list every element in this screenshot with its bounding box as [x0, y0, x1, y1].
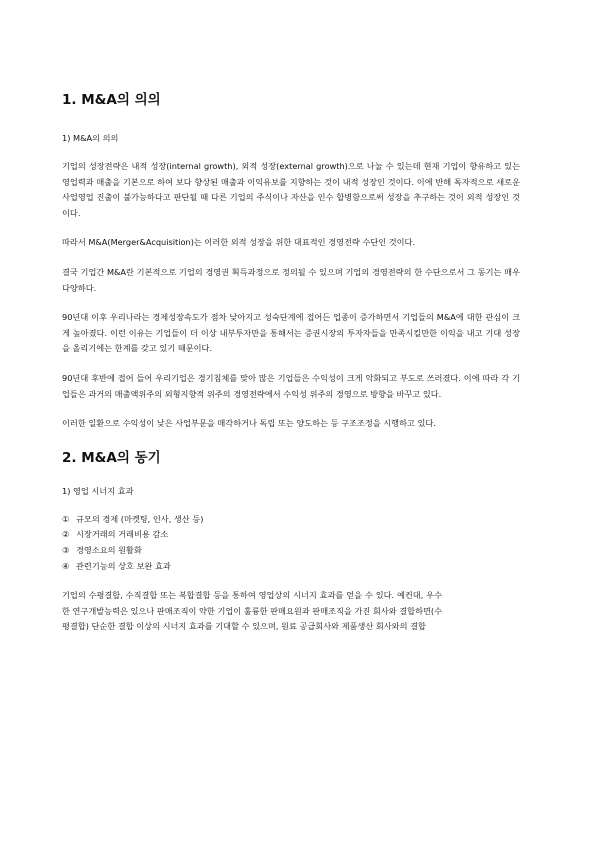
list-item [62, 559, 520, 575]
list-item-text: 경영소요의 원활화 [76, 544, 142, 555]
synergy-list [62, 512, 520, 574]
list-item-text: 시장거래의 거래비용 감소 [76, 529, 169, 540]
section-1-subtitle: 1) M&A의 의의 [62, 133, 119, 143]
list-item-text: 관련기능의 상호 보완 효과 [76, 560, 171, 571]
section-2-title: 2. M&A의 동기 [62, 449, 161, 466]
list-item [62, 527, 520, 543]
list-marker: ① [62, 513, 70, 524]
paragraph-ma-motivation: 결국 기업간 M&A란 기본적으로 기업의 경영권 획득과정으로 정의될 수 있으며 기업의 경영전략의 한 수단으로서 그 동기는 매우 다양하다. [62, 266, 520, 293]
document-page [62, 90, 520, 635]
paragraph-1990s-interest: 90년대 이후 우리나라는 경제성장속도가 점차 낮아지고 성숙단계에 접어든 업종이 증가하면서 기업들의 M&A에 대한 관심이 크게 높아졌다. 이런 이유는 기업들이 더 이상 내부투자만을 통해서는 증권시장의 투자자들을 만족시킬만한 이익을 내고 기대 성장을 올리기에는 한계를 갖고 있기 때문이다. [62, 312, 520, 354]
section-1-title: 1. M&A의 의의 [62, 92, 161, 108]
section-2-subtitle: 1) 영업 시너지 효과 [62, 485, 134, 496]
paragraph-growth-strategy: 기업의 성장전략은 내적 성장(internal growth), 외적 성장(external growth)으로 나눌 수 있는데 현재 기업이 향유하고 있는 영업력과 매출을 기본으로 하여 보다 향상된 매출과 이익유보를 지향하는 것이 내적 성장인 것이다. 이에 반해 독자적으로 새로운 사업영업 진출이 불가능하다고 판단될 때 다른 기업의 주식이나 자산을 인수 합병함으로써 성장을 추구하는 것이 외적 성장인 것이다. [62, 161, 520, 218]
paragraph-ma-definition: 따라서 M&A(Merger&Acquisition)는 이러한 외적 성장을 위한 대표적인 경영전략 수단인 것이다. [62, 237, 416, 248]
list-marker: ② [62, 529, 70, 540]
list-item [62, 543, 520, 559]
list-marker: ④ [62, 560, 70, 571]
list-marker: ③ [62, 544, 70, 555]
list-item [62, 512, 520, 528]
paragraph-late-1990s: 90년대 후반에 접어 들어 우리기업은 경기침체를 맞아 많은 기업들은 수익성이 크게 악화되고 부도로 쓰러졌다. 이에 따라 각 기업들은 과거의 매출액위주의 외형지향적 위주의 경영전략에서 수익성 위주의 경영으로 방향을 바꾸고 있다. [62, 372, 520, 399]
list-item-text: 규모의 경제 (마켓팅, 인사, 생산 등) [76, 513, 204, 524]
paragraph-restructuring: 이러한 일환으로 수익성이 낮은 사업부문을 매각하거나 독립 또는 양도하는 등 구조조정을 시행하고 있다. [62, 418, 436, 429]
paragraph-operating-synergy: 기업의 수평결합, 수직결합 또는 복합결합 등을 통하여 영업상의 시너지 효과를 얻을 수 있다. 예컨대, 우수한 연구개발능력은 있으나 판매조직이 약한 기업이 훌륭한 판매요원과 판매조직을 가진 회사와 결합하면(수평결합) 단순한 결합 이상의 시너지 효과를 기대할 수 있으며, 원료 공급회사와 제품생산 회사와의 결합 [62, 590, 442, 632]
